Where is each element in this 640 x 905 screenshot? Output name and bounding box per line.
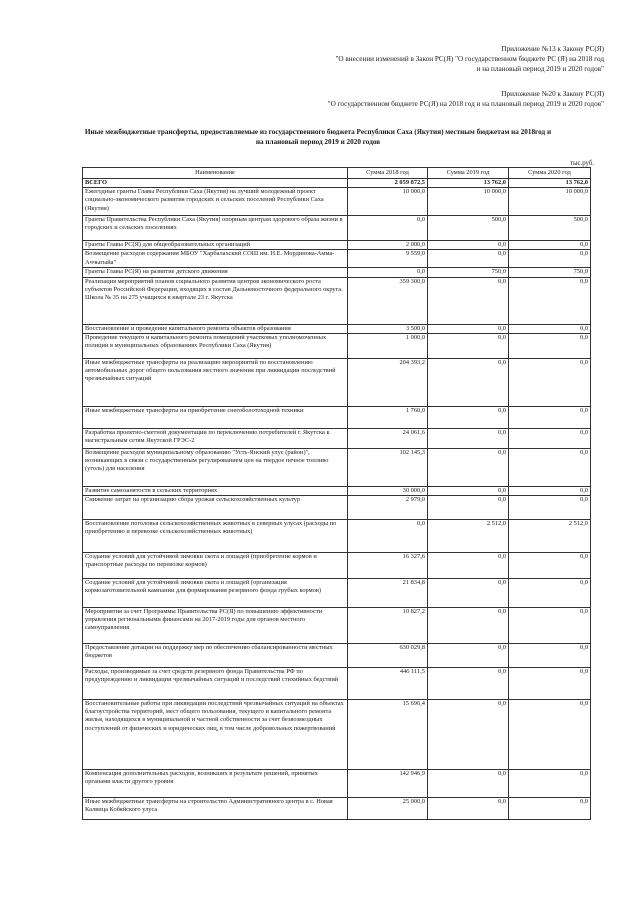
cell-2018: 15 696,4	[348, 700, 428, 770]
appendix-13-line3: и на плановый период 2019 и 2020 годов"	[476, 65, 604, 73]
cell-name: Ежегодные гранты Главы Республики Саха (Якутия) на лучший молодежный проект социально-экономического развития городских и сельских поселений Республики Саха (Якутия)	[83, 188, 348, 216]
cell-2018: 446 111,5	[348, 668, 428, 700]
cell-2020: 0,0	[509, 428, 591, 448]
cell-name: ВСЕГО	[83, 179, 348, 188]
header-2018: Сумма 2018 год	[348, 168, 428, 179]
table-row	[83, 520, 591, 553]
table-row	[83, 277, 591, 324]
table-row	[83, 608, 591, 644]
cell-2020: 0,0	[509, 448, 591, 486]
cell-2019: 0,0	[428, 644, 509, 668]
cell-name: Снижение затрат на организацию сбора урожая сельскохозяйственных культур	[83, 496, 348, 520]
header-2019: Сумма 2019 год	[428, 168, 509, 179]
cell-2020: 10 000,0	[509, 188, 591, 216]
table-row	[83, 644, 591, 668]
title-line2: на плановый период 2019 и 2020 годов	[255, 138, 381, 146]
cell-2020: 0,0	[509, 486, 591, 495]
cell-2018: 30 000,0	[348, 486, 428, 495]
cell-2020: 0,0	[509, 608, 591, 644]
appendix-20-line2: "О государственном бюджете РС(Я) на 2018 год и на плановый период 2019 и 2020 годов"	[327, 100, 604, 108]
cell-2019: 0,0	[428, 553, 509, 579]
cell-name: Иные межбюджетные трансферты на строительство Административного центра в с. Новая Калвица Кобяйского улуса	[83, 798, 348, 820]
cell-name: Развитие самозанятости в сельских территориях	[83, 486, 348, 495]
cell-2018: 10 000,0	[348, 188, 428, 216]
cell-2020: 0,0	[509, 277, 591, 324]
cell-2018: 0,0	[348, 520, 428, 553]
cell-name: Восстановительные работы при ликвидации последствий чрезвычайных ситуаций на объектах благоустройства территорий, мест общего пользования, текущего и капитального ремонта жилья, находящихся в муниципальной и частной собственности за счет безвозмездных поступлений от физических и юридических лиц, в том числе добровольных пожертвований	[83, 700, 348, 770]
cell-2018: 142 946,9	[348, 770, 428, 798]
cell-2020: 0,0	[509, 553, 591, 579]
cell-2019: 10 000,0	[428, 188, 509, 216]
cell-name: Восстановление и проведение капитального ремонта объектов образования	[83, 324, 348, 333]
total-row	[83, 179, 591, 188]
title-line1: Иные межбюджетные трансферты, предоставляемые из государственного бюджета Республики Саха (Якутия) местным бюджетам на 2018год и	[84, 128, 552, 136]
appendix-13-line1: Приложение №13 к Закону РС(Я)	[501, 45, 604, 53]
cell-2019: 500,0	[428, 216, 509, 241]
cell-2020: 0,0	[509, 700, 591, 770]
cell-2020: 0,0	[509, 496, 591, 520]
cell-name: Создание условий для устойчивой зимовки скота и лошадей (приобретение кормов и транспортные расходы по перевозке кормов)	[83, 553, 348, 579]
cell-2019: 0,0	[428, 770, 509, 798]
table-row	[83, 324, 591, 333]
cell-name: Проведение текущего и капитального ремонта помещений участковых уполномоченных полиции в муниципальных образованиях Республики Саха (Якутия)	[83, 333, 348, 358]
units-label: тыс.руб.	[569, 160, 594, 167]
cell-2019: 0,0	[428, 250, 509, 268]
cell-2018: 359 300,0	[348, 277, 428, 324]
cell-name: Предоставление дотации на поддержку мер по обеспечению сбалансированности местных бюджетов	[83, 644, 348, 668]
table-row	[83, 241, 591, 250]
cell-2020: 0,0	[509, 250, 591, 268]
cell-2019: 0,0	[428, 333, 509, 358]
cell-2018: 16 327,6	[348, 553, 428, 579]
cell-2018: 24 061,6	[348, 428, 428, 448]
cell-name: Восстановление поголовья сельскохозяйственных животных в северных улусах (расходы по приобретению и перевозке сельскохозяйственных животных)	[83, 520, 348, 553]
cell-2018: 0,0	[348, 268, 428, 277]
cell-2019: 0,0	[428, 579, 509, 608]
cell-2019: 750,0	[428, 268, 509, 277]
table-row	[83, 668, 591, 700]
cell-name: Компенсация дополнительных расходов, возникших в результате решений, принятых органами власти другого уровня	[83, 770, 348, 798]
cell-2019: 0,0	[428, 608, 509, 644]
cell-name: Создание условий для устойчивой зимовки скота и лошадей (организация кормозаготовительной кампании для формирования резервного фонда грубых кормов)	[83, 579, 348, 608]
cell-name: Гранты Главы РС(Я) на развитие детского движения	[83, 268, 348, 277]
cell-2019: 0,0	[428, 668, 509, 700]
table-row	[83, 496, 591, 520]
cell-2018: 0,0	[348, 216, 428, 241]
cell-2018: 630 029,8	[348, 644, 428, 668]
table-row	[83, 188, 591, 216]
cell-2020: 13 762,0	[509, 179, 591, 188]
cell-name: Иные межбюджетные трансферты на реализацию мероприятий по восстановлению автомобильных дорог общего пользования местного значения при ликвидации последствий чрезвычайных ситуаций	[83, 358, 348, 406]
header-2020: Сумма 2020 год	[509, 168, 591, 179]
cell-2020: 2 512,0	[509, 520, 591, 553]
cell-2018: 102 145,3	[348, 448, 428, 486]
cell-2020: 0,0	[509, 798, 591, 820]
table-row	[83, 333, 591, 358]
header-name: Наименование	[83, 168, 348, 179]
cell-2018: 204 393,2	[348, 358, 428, 406]
cell-2020: 0,0	[509, 333, 591, 358]
cell-2020: 500,0	[509, 216, 591, 241]
table-header-row	[83, 168, 591, 179]
transfers-table	[82, 167, 591, 820]
table-row	[83, 268, 591, 277]
table-row	[83, 553, 591, 579]
cell-2019: 0,0	[428, 486, 509, 495]
cell-2018: 2 979,0	[348, 496, 428, 520]
cell-2018: 21 834,8	[348, 579, 428, 608]
table-row	[83, 250, 591, 268]
cell-2019: 0,0	[428, 358, 509, 406]
cell-2018: 9 559,0	[348, 250, 428, 268]
cell-name: Возмещение расходов содержания МБОУ "Харбалахский СОШ им. Н.Е. Мординова-Амма-Аччыгыйа"	[83, 250, 348, 268]
cell-name: Гранты Правительства Республики Саха (Якутия) опорным центрам здорового образа жизни в городских и сельских поселениях	[83, 216, 348, 241]
cell-2018: 1 000,0	[348, 333, 428, 358]
cell-2018: 25 000,0	[348, 798, 428, 820]
cell-2018: 2 000,0	[348, 241, 428, 250]
cell-2018: 10 827,2	[348, 608, 428, 644]
cell-name: Возмещение расходов муниципальному образованию "Усть-Янский улус (район)", возникающих в связи с государственным регулированием цен на твердое печное топливо (уголь) для населения	[83, 448, 348, 486]
appendix-13-header	[335, 44, 604, 74]
cell-name: Мероприятия за счет Программы Правительства РС(Я) по повышению эффективности управления региональными финансами на 2017-2019 годы для органов местного самоуправления	[83, 608, 348, 644]
cell-2020: 0,0	[509, 241, 591, 250]
cell-name: Иные межбюджетные трансферты на приобретение снегоболотоходной техники	[83, 406, 348, 428]
cell-name: Гранты Главы РС(Я) для общеобразовательных организаций	[83, 241, 348, 250]
cell-2019: 0,0	[428, 448, 509, 486]
cell-2018: 3 500,0	[348, 324, 428, 333]
cell-2019: 0,0	[428, 700, 509, 770]
cell-2019: 2 512,0	[428, 520, 509, 553]
cell-2019: 0,0	[428, 241, 509, 250]
cell-2020: 0,0	[509, 406, 591, 428]
cell-2019: 0,0	[428, 324, 509, 333]
table-row	[83, 428, 591, 448]
table-row	[83, 358, 591, 406]
table-row	[83, 700, 591, 770]
table-row	[83, 798, 591, 820]
cell-name: Реализация мероприятий планов социального развития центров экономического роста субъектов Российской Федерации, входящих в состав Дальневосточного федерального округа. Школа № 35 на 275 учащихся в квартале 23 г. Якутска	[83, 277, 348, 324]
cell-2020: 0,0	[509, 770, 591, 798]
cell-2018: 2 059 872,5	[348, 179, 428, 188]
appendix-20-line1: Приложение №20 к Закону РС(Я)	[501, 90, 604, 98]
cell-name: Разработка проектно-сметной документации по переключению потребителей г. Якутска к магистральным сетям Якутской ГРЭС-2	[83, 428, 348, 448]
cell-2020: 0,0	[509, 644, 591, 668]
cell-2019: 13 762,0	[428, 179, 509, 188]
table-row	[83, 579, 591, 608]
cell-2019: 0,0	[428, 428, 509, 448]
cell-2020: 0,0	[509, 579, 591, 608]
cell-2018: 1 760,0	[348, 406, 428, 428]
table-row	[83, 406, 591, 428]
appendix-20-header	[328, 89, 604, 109]
appendix-13-line2: "О внесении изменений в Закон РС(Я) "О государственном бюджете РС (Я) на 2018 год	[335, 55, 604, 63]
cell-2020: 0,0	[509, 668, 591, 700]
cell-2020: 750,0	[509, 268, 591, 277]
cell-2019: 0,0	[428, 277, 509, 324]
document-title	[62, 127, 574, 147]
cell-2019: 0,0	[428, 496, 509, 520]
cell-2019: 0,0	[428, 406, 509, 428]
table-row	[83, 770, 591, 798]
cell-2020: 0,0	[509, 358, 591, 406]
cell-name: Расходы, производимые за счет средств резервного фонда Правительства РФ по предупреждению и ликвидации чрезвычайных ситуаций и последствий стихийных бедствий	[83, 668, 348, 700]
table-row	[83, 486, 591, 495]
table-row	[83, 448, 591, 486]
cell-2019: 0,0	[428, 798, 509, 820]
table-row	[83, 216, 591, 241]
cell-2020: 0,0	[509, 324, 591, 333]
